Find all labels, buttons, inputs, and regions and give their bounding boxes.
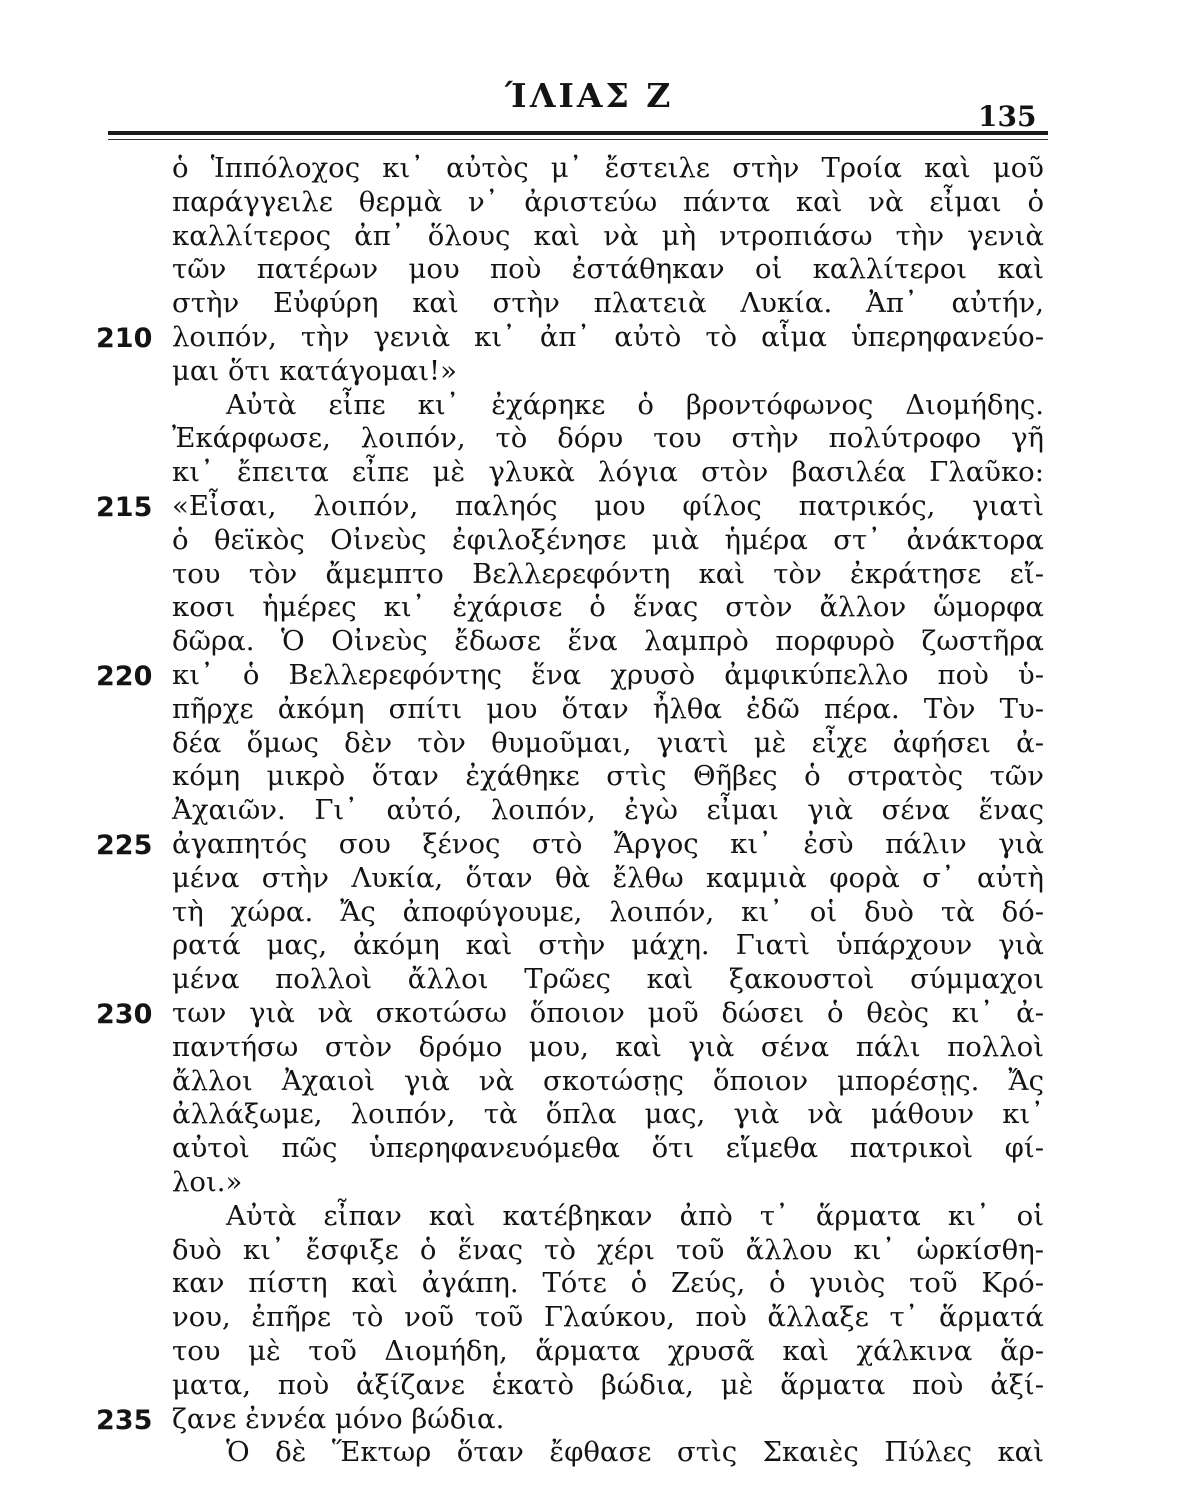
text-line: δῶρα. Ὁ Οἰνεὺς ἔδωσε ἕνα λαμπρὸ πορφυρὸ ζωστῆρα — [172, 625, 1044, 658]
line-number: 210 — [96, 323, 153, 354]
line-number: 230 — [96, 999, 153, 1030]
text-line: ρατά μας, ἀκόμη καὶ στὴν μάχη. Γιατὶ ὑπάρχουν γιὰ — [172, 929, 1044, 962]
text-line: δέα ὅμως δὲν τὸν θυμοῦμαι, γιατὶ μὲ εἶχε ἀφήσει ἀ- — [172, 726, 1044, 759]
text-line: καλλίτερος ἀπ᾽ ὅλους καὶ νὰ μὴ ντροπιάσω τὴν γενιὰ — [172, 219, 1044, 252]
text-line: Ἐκάρφωσε, λοιπόν, τὸ δόρυ του στὴν πολύτροφο γῆ — [172, 422, 1044, 455]
text-line: μαι ὅτι κατάγομαι!» — [172, 354, 457, 387]
text-line: παράγγειλε θερμὰ ν᾽ ἀριστεύω πάντα καὶ νὰ εἶμαι ὁ — [172, 185, 1044, 218]
line-number: 235 — [96, 1404, 153, 1436]
text-line: καν πίστη καὶ ἀγάπη. Τότε ὁ Ζεύς, ὁ γυιὸς τοῦ Κρό- — [172, 1267, 1044, 1300]
text-line: του τὸν ἄμεμπτο Βελλερεφόντη καὶ τὸν ἐκράτησε εἴ- — [172, 557, 1044, 590]
text-line: ἄλλοι Ἀχαιοὶ γιὰ νὰ σκοτώσῃς ὅποιον μπορέσῃς. Ἄς — [172, 1064, 1044, 1097]
text-line: κοσι ἡμέρες κι᾽ ἐχάρισε ὁ ἕνας στὸν ἄλλον ὥμορφα — [172, 591, 1044, 624]
text-line: τῶν πατέρων μου ποὺ ἐστάθηκαν οἱ καλλίτεροι καὶ — [172, 253, 1044, 286]
text-line: ἀλλάξωμε, λοιπόν, τὰ ὅπλα μας, γιὰ νὰ μάθουν κι᾽ — [172, 1098, 1044, 1131]
text-line: τὴ χώρα. Ἄς ἀποφύγουμε, λοιπόν, κι᾽ οἱ δυὸ τὰ δό- — [172, 895, 1044, 928]
text-line: ζανε ἐννέα μόνο βώδια. — [172, 1402, 505, 1435]
running-head: ΊΛΙΑΣ Ζ — [505, 76, 674, 115]
text-line: «Εἶσαι, λοιπόν, παληός μου φίλος πατρικός, γιατὶ — [172, 490, 1044, 522]
text-line: νου, ἐπῆρε τὸ νοῦ τοῦ Γλαύκου, ποὺ ἄλλαξε τ᾽ ἅρματά — [172, 1301, 1044, 1334]
line-number: 225 — [96, 830, 153, 861]
text-line: μένα πολλοὶ ἄλλοι Τρῶες καὶ ξακουστοὶ σύμμαχοι — [172, 963, 1044, 996]
line-number: 215 — [96, 492, 153, 523]
text-line: του μὲ τοῦ Διομήδη, ἅρματα χρυσᾶ καὶ χάλκινα ἅρ- — [172, 1335, 1044, 1367]
text-line: Ὁ δὲ Ἕκτωρ ὅταν ἔφθασε στὶς Σκαιὲς Πύλες καὶ — [226, 1436, 1044, 1469]
text-line: Ἀχαιῶν. Γι᾽ αὐτό, λοιπόν, ἐγὼ εἶμαι γιὰ σένα ἕνας — [172, 794, 1044, 827]
text-line: κι᾽ ὁ Βελλερεφόντης ἕνα χρυσὸ ἀμφικύπελλο ποὺ ὑ- — [172, 659, 1044, 691]
text-line: των γιὰ νὰ σκοτώσω ὅποιον μοῦ δώσει ὁ θεὸς κι᾽ ἀ- — [172, 997, 1044, 1029]
text-line: κι᾽ ἔπειτα εἶπε μὲ γλυκὰ λόγια στὸν βασιλέα Γλαῦκο: — [172, 456, 1044, 489]
text-line: πῆρχε ἀκόμη σπίτι μου ὅταν ἦλθα ἐδῶ πέρα. Τὸν Τυ- — [172, 692, 1044, 725]
header-rule — [108, 131, 1048, 135]
text-line: ματα, ποὺ ἀξίζανε ἑκατὸ βώδια, μὲ ἅρματα ποὺ ἀξί- — [172, 1368, 1044, 1401]
text-line: Αὐτὰ εἶπαν καὶ κατέβηκαν ἀπὸ τ᾽ ἅρματα κι᾽ οἱ — [226, 1199, 1044, 1232]
text-line: λοι.» — [172, 1166, 243, 1198]
line-number: 220 — [96, 661, 153, 692]
text-line: ὁ Ἱππόλοχος κι᾽ αὐτὸς μ᾽ ἔστειλε στὴν Τροία καὶ μοῦ — [172, 152, 1044, 184]
text-line: ἀγαπητός σου ξένος στὸ Ἄργος κι᾽ ἐσὺ πάλιν γιὰ — [172, 828, 1044, 860]
text-line: δυὸ κι᾽ ἔσφιξε ὁ ἕνας τὸ χέρι τοῦ ἄλλου κι᾽ ὡρκίσθη- — [172, 1233, 1044, 1266]
text-line: στὴν Εὐφύρη καὶ στὴν πλατειὰ Λυκία. Ἀπ᾽ αὐτήν, — [172, 287, 1044, 320]
text-line: λοιπόν, τὴν γενιὰ κι᾽ ἀπ᾽ αὐτὸ τὸ αἷμα ὑπερηφανεύο- — [172, 321, 1044, 353]
text-line: μένα στὴν Λυκία, ὅταν θὰ ἔλθω καμμιὰ φορὰ σ᾽ αὐτὴ — [172, 861, 1044, 894]
text-line: κόμη μικρὸ ὅταν ἐχάθηκε στὶς Θῆβες ὁ στρατὸς τῶν — [172, 760, 1044, 793]
text-line: Αὐτὰ εἶπε κι᾽ ἐχάρηκε ὁ βροντόφωνος Διομήδης. — [226, 388, 1044, 421]
text-line: παντήσω στὸν δρόμο μου, καὶ γιὰ σένα πάλι πολλοὶ — [172, 1030, 1044, 1063]
text-line: ὁ θεϊκὸς Οἰνεὺς ἐφιλοξένησε μιὰ ἡμέρα στ᾽ ἀνάκτορα — [172, 523, 1044, 556]
header-rule-thin — [108, 139, 1048, 140]
text-line: αὐτοὶ πῶς ὑπερηφανευόμεθα ὅτι εἴμεθα πατρικοὶ φί- — [172, 1132, 1044, 1165]
page-number: 135 — [978, 100, 1037, 133]
